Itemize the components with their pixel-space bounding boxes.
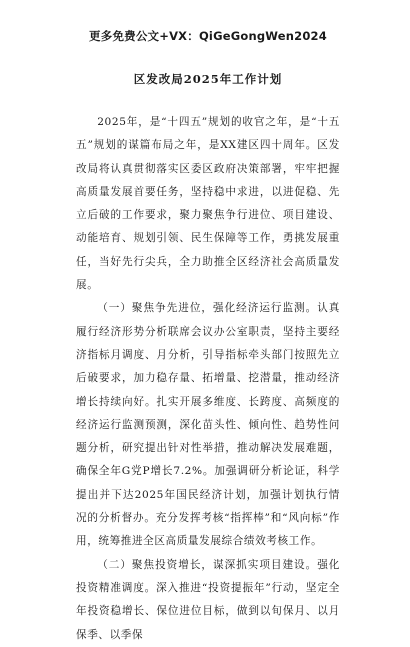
paragraph-lead: （一）聚焦争先进位，强化经济运行监测。 bbox=[97, 302, 318, 315]
paragraph-lead: （二）聚焦投资增长，谋深抓实项目建设。 bbox=[97, 558, 318, 571]
paragraph-text: 认真履行经济形势分析联席会议办公室职责，坚持主要经济指标月调度、月分析，引导指标牵头部门按照先立后破要求，加力稳存量、拓增量、挖潜量，推动经济增长持续向好。扎实开展多维度、长跨度、高频度的经济运行监测预测，深化苗头性、倾向性、趋势性问题分析，研究提出针对性举措，推动解决发展难题，确保全年G党P增长7.2%。加强调研分析论证，科学提出并下达2025年国民经济计划，加强计划执行情况的分析督办。充分发挥考核“指挥棒”和“风向标”作用，统筹推进全区高质量发展综合绩效考核工作。 bbox=[76, 302, 340, 548]
paragraph-intro bbox=[76, 111, 340, 297]
document-title: 区发改局2025年工作计划 bbox=[133, 72, 283, 86]
promo-header: 更多免费公文+VX：QiGeGongWen2024 bbox=[89, 29, 327, 43]
paragraph-section-2 bbox=[76, 554, 340, 647]
paragraph-text: 2025年，是“十四五”规划的收官之年，是“十五五”规划的谋篇布局之年，是XX建区四十周年。区发改局将认真贯彻落实区委区政府决策部署，牢牢把握高质量发展首要任务，坚持稳中求进，以进促稳、先立后破的工作要求，聚力聚焦争行进位、项目建设、动能培育、规划引领、民生保障等工作，勇挑发展重任，当好先行尖兵，全力助推全区经济社会高质量发展。 bbox=[76, 116, 340, 292]
paragraph-section-1 bbox=[76, 297, 340, 553]
paragraph-text: 强化投资精准调度。深入推进“投资提振年”行动，坚定全年投资稳增长、保位进位目标，做到以旬保月、以月保季、以季保 bbox=[76, 558, 340, 641]
